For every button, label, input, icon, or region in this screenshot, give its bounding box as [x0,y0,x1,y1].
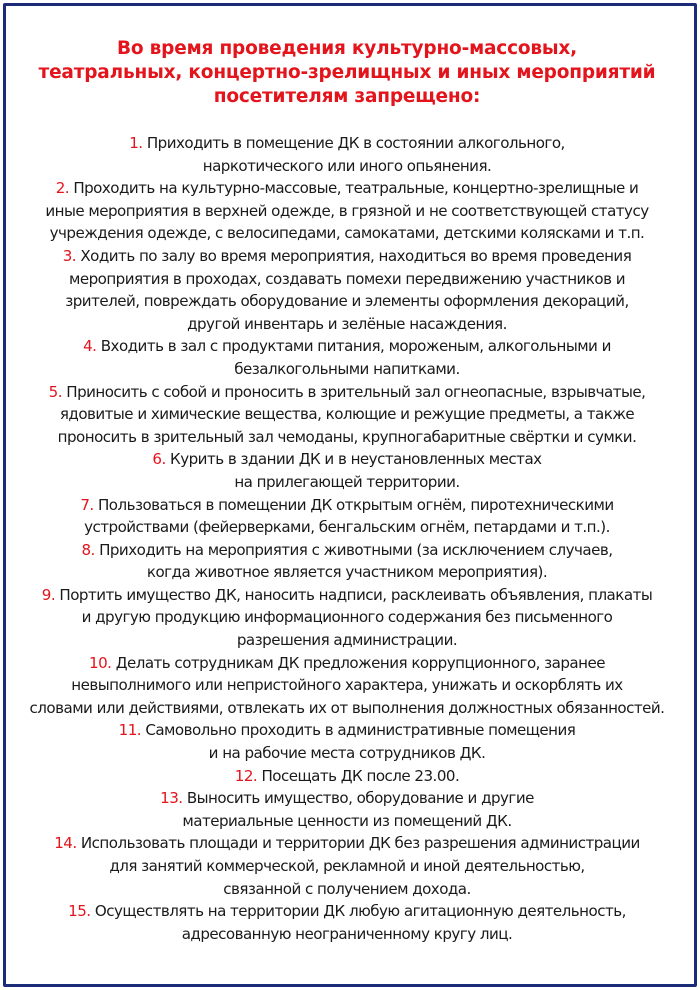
rule-line [9,765,685,788]
rule-line [9,290,685,313]
rule-line [9,494,685,517]
rule-text: адресованную неограниченному кругу лиц. [181,924,513,943]
rule-line [9,516,685,539]
title-line: театральных, концертно-зрелищных и иных мероприятий [38,61,656,83]
title-line: посетителям запрещено: [213,85,481,107]
rule-text: невыполнимого или непристойного характера, унижать и оскорблять их [71,676,623,695]
rule-text: устройствами (фейерверками, бенгальским огнём, петардами и т.п.). [84,518,610,537]
rule-text: разрешения администрации. [236,631,458,650]
rule-text: Приносить с собой и проносить в зрительный зал огнеопасные, взрывчатые, [66,382,646,401]
rule-line [9,923,685,946]
rule-line [9,900,685,923]
rule-line [9,268,685,291]
rule-text: проносить в зрительный зал чемоданы, крупногабаритные свёртки и сумки. [57,427,637,446]
rule-item [0,448,694,493]
rule-text: Использовать площади и территории ДК без разрешения администрации [80,834,640,853]
rule-number: 10. [89,653,112,672]
rule-line [9,787,685,810]
rule-number: 2. [55,179,70,198]
rule-line [9,358,685,381]
notice-title [0,36,694,108]
rule-line [9,177,685,200]
rule-text: Портить имущество ДК, наносить надписи, расклеивать объявления, плакаты [59,585,653,604]
rule-line [9,697,685,720]
rule-item [0,245,694,335]
rule-text: словами или действиями, отвлекать их от выполнения должностных обязанностей. [29,698,665,717]
rule-line [9,606,685,629]
rule-text: наркотического или иного опьянения. [202,156,492,175]
rule-line [9,832,685,855]
rule-item [0,652,694,720]
rule-line [9,426,685,449]
rule-item [0,132,694,177]
rule-text: для занятий коммерческой, рекламной и иной деятельностью, [109,857,585,875]
rule-item [0,900,694,945]
rule-item [0,335,694,380]
rule-item [0,719,694,764]
rule-number: 12. [234,766,258,785]
rule-item [0,832,694,900]
rule-number: 9. [41,585,56,604]
rule-line [9,561,685,584]
rule-number: 5. [48,382,62,401]
rule-text: Проходить на культурно-массовые, театральные, концертно-зрелищные и [73,179,639,198]
rule-line [9,132,685,155]
rule-text: когда животное является участником мероприятия). [146,563,548,582]
rule-number: 14. [54,834,77,853]
rule-line [9,539,685,562]
rules-list [0,132,694,945]
rule-number: 13. [160,789,183,808]
rule-line [9,381,685,404]
rule-text: Посещать ДК после 23.00. [261,766,460,785]
rule-number: 4. [83,337,97,356]
rule-text: учреждения одежде, с велосипедами, самокатами, детскими колясками и т.п. [49,224,645,243]
rule-line [9,222,685,245]
rule-line [9,719,685,742]
rule-number: 6. [152,450,166,469]
rule-line [9,200,685,223]
rule-text: материальные ценности из помещений ДК. [182,811,512,830]
rule-line [9,403,685,426]
rule-item [0,494,694,539]
rule-text: Выносить имущество, оборудование и другие [186,789,534,808]
rule-line [9,810,685,833]
rule-line [9,155,685,178]
rule-text: на прилегающей территории. [234,472,460,491]
rule-text: мероприятия в проходах, создавать помехи передвижению участников и [68,269,626,288]
rule-text: ядовитые и химические вещества, колющие и режущие предметы, а также [59,405,635,424]
title-line: Во время проведения культурно-массовых, [116,37,578,59]
rule-text: Самовольно проходить в административные помещения [145,721,576,740]
rule-text: связанной с получением дохода. [223,879,471,898]
rule-item [0,381,694,449]
rule-number: 11. [118,721,142,740]
rule-text: Пользоваться в помещении ДК открытым огнём, пиротехническими [97,495,614,514]
rule-line [9,313,685,336]
rule-number: 7. [80,495,94,514]
rule-text: Осуществлять на территории ДК любую агитационную деятельность, [94,902,626,921]
rule-text: другой инвентарь и зелёные насаждения. [187,314,507,333]
rule-line [9,878,685,901]
rule-number: 8. [81,540,95,559]
rule-text: Приходить в помещение ДК в состоянии алкогольного, [146,134,565,152]
rule-text: безалкогольными напитками. [234,359,460,378]
rule-number: 3. [62,246,77,265]
rule-item [0,787,694,832]
rule-line [9,674,685,697]
rule-text: и на рабочие места сотрудников ДК. [208,744,486,763]
rule-item [0,765,694,788]
rule-text: Ходить по залу во время мероприятия, находиться во время проведения [80,246,632,265]
rule-text: иные мероприятия в верхней одежде, в грязной и не соответствующей статусу [45,201,649,220]
rule-line [9,245,685,268]
rule-line [9,652,685,675]
rule-line [9,335,685,358]
rule-text: и другую продукцию информационного содержания без письменного [81,608,613,627]
rule-text: Курить в здании ДК и в неустановленных местах [170,450,542,469]
rule-line [9,855,685,878]
rule-text: Приходить на мероприятия с животными (за исключением случаев, [99,540,613,559]
rule-line [9,629,685,652]
rule-line [9,584,685,607]
rule-item [0,539,694,584]
rule-item [0,584,694,652]
rule-line [9,471,685,494]
rule-text: Делать сотрудникам ДК предложения коррупционного, заранее [115,653,605,672]
rule-line [9,448,685,471]
rule-number: 15. [68,902,91,921]
rule-text: Входить в зал с продуктами питания, мороженым, алкогольными и [100,337,611,356]
rule-text: зрителей, повреждать оборудование и элементы оформления декораций, [65,292,629,311]
rule-line [9,742,685,765]
rule-number: 1. [129,134,143,152]
rule-item [0,177,694,245]
